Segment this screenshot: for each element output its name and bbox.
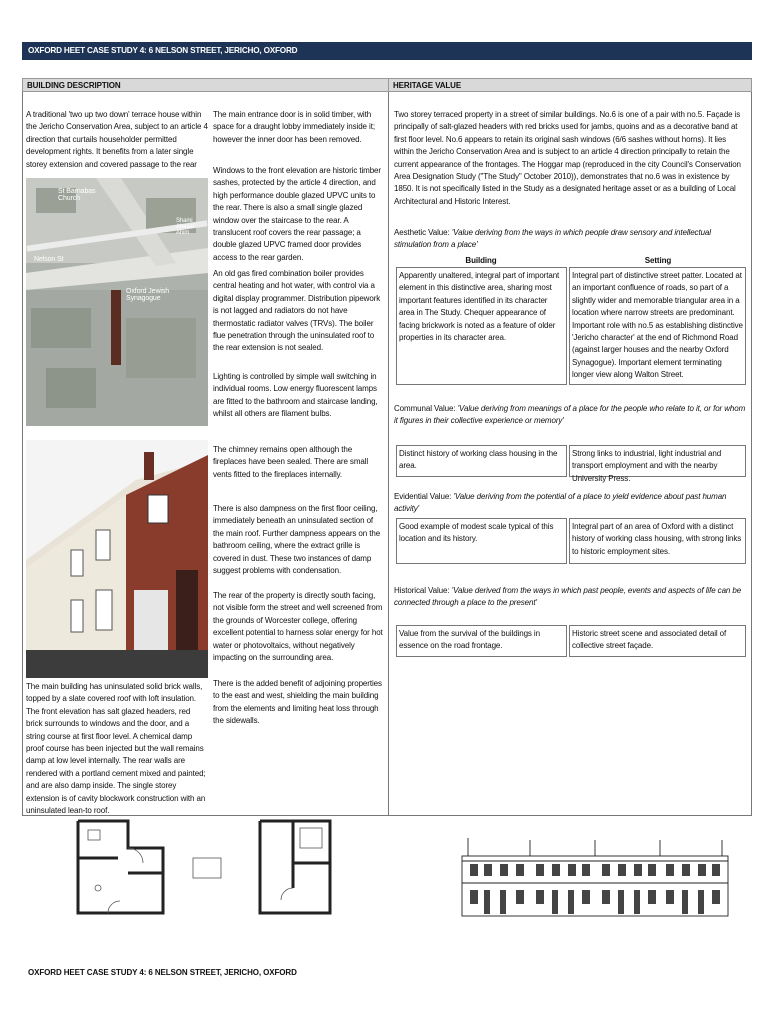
- building-walls-text: The main building has uninsulated solid brick walls, topped by a slate covered roof with loft insulation. The front elevation has salt glazed headers, red brick surrounds to windows and the door, and a string course at first floor level. A chemical damp proof course has been injected but the wall remains damp at low level internally. The rear walls are rendered with a portland cement mixed and painted; and are also damp inside. The single storey extension is of cavity blockwork construction with an uninsulated lean-to roof.: [26, 682, 206, 816]
- historical-definition: 'Value derived from the ways in which past people, events and aspects of life can be connected through a place to the present': [394, 586, 742, 607]
- dampness-text: There is also dampness on the first floor ceiling, immediately beneath an uninsulated section of the main roof. Further dampness appears on the bathroom ceiling, where the extract grille is covered in dust. These two instances of damp suggest problems with condensation.: [213, 504, 381, 576]
- historical-label: Historical Value:: [394, 586, 450, 595]
- street-photo: [26, 440, 208, 678]
- map-label-synagogue: Oxford Jewish Synagogue: [126, 288, 170, 302]
- first-floor-plan: [255, 818, 335, 918]
- aesthetic-col-setting: Setting: [644, 256, 672, 265]
- aesthetic-value-label: [394, 227, 746, 251]
- communal-value-label: [394, 403, 746, 427]
- entrance-door-text: The main entrance door is in solid timber, with space for a draught lobby immediately inside it; however the inner door has been removed.: [213, 110, 375, 144]
- heritage-value-heading: HERITAGE VALUE: [388, 78, 752, 92]
- evidential-definition: 'Value deriving from the potential of a place to yield evidence about past human activity': [394, 492, 727, 513]
- ground-floor-plan: [68, 818, 228, 918]
- map-label-street: Nelson St: [34, 256, 64, 263]
- evidential-building-cell: Good example of modest scale typical of this location and its history.: [396, 518, 567, 564]
- chimney-text: The chimney remains open although the fireplaces have been sealed. There are small vents fitted to the fireplaces internally.: [213, 445, 369, 479]
- map-label-shami: Shami Ahavat Ahim: [176, 218, 195, 236]
- aesthetic-col-building: Building: [465, 256, 497, 265]
- communal-setting-cell: Strong links to industrial, light industrial and transport employment and with the nearby University Press.: [569, 445, 746, 477]
- aesthetic-label: Aesthetic Value:: [394, 228, 450, 237]
- column-divider: [388, 78, 389, 816]
- evidential-setting-cell: Integral part of an area of Oxford with a distinct history of working class housing, with strong links to historic employment sites.: [569, 518, 746, 564]
- communal-label: Communal Value:: [394, 404, 456, 413]
- historical-value-label: [394, 585, 746, 609]
- heating-text: An old gas fired combination boiler provides central heating and hot water, with control via a digital display programmer. Distribution pipework is not lagged and radiators do not have thermostatic radiator valves (TRVs). The boiler flue penetration through the uninsulated roof to the rear extension is not sealed.: [213, 269, 381, 353]
- aesthetic-setting-cell: Integral part of distinctive street patter. Located at an important confluence of roads, so part of a slightly wider and memorable triangular area in a location where narrow streets are predominant. Important role with no.5 as establishing distinctive 'Jericho character' at the end of Richmond Road (against larger houses and the nearby Oxford Synagogue). Important element terminating longer view along Walton Street.: [569, 267, 746, 385]
- page-title-bar: OXFORD HEET CASE STUDY 4: 6 NELSON STREET, JERICHO, OXFORD: [22, 42, 752, 60]
- heritage-intro-text: Two storey terraced property in a street of similar buildings. No.6 is one of a pair with no.5. Façade is principally of salt-glazed headers with red bricks used for jambs, quoins and as a decorative band at first floor level. No.6 appears to retain its original sash windows (6/6 sashes without horns). It lies within the Jericho Conservation Area and is subject to an article 4 direction principally to retain the current appearance of the frontages. The Hoggar map (reproduced in the city Council's Conservation Area Designation Study ("The Study" October 2010)), demonstrates that no.6 was in existence by 1850. It is not specifically listed in the Study as a designated heritage asset or as a building of Local Architectural and Historic Interest.: [394, 110, 741, 206]
- building-description-heading: BUILDING DESCRIPTION: [22, 78, 389, 92]
- solar-text: The rear of the property is directly south facing, not visible form the street and well screened from the grounds of Worcester college, offering excellent potential to harness solar energy for hot water or photovoltaics, without negatively impacting on the surrounding area.: [213, 591, 383, 663]
- map-label-church: St Barnabas Church: [58, 188, 96, 202]
- historical-setting-cell: Historic street scene and associated detail of collective street façade.: [569, 625, 746, 657]
- building-intro-text: A traditional 'two up two down' terrace house within the Jericho Conservation Area, subject to an article 4 direction that curtails householder permitted development rights. It benefits from a later single storey extension and covered passage to the rear: [26, 110, 208, 169]
- location-map: [26, 178, 208, 426]
- historical-building-cell: Value from the survival of the buildings in essence on the road frontage.: [396, 625, 567, 657]
- footer-title: OXFORD HEET CASE STUDY 4: 6 NELSON STREET, JERICHO, OXFORD: [28, 968, 297, 977]
- aesthetic-definition: 'Value deriving from the ways in which people draw sensory and intellectual stimulation from a place': [394, 228, 711, 249]
- evidential-label: Evidential Value:: [394, 492, 452, 501]
- evidential-value-label: [394, 491, 746, 515]
- lighting-text: Lighting is controlled by simple wall switching in individual rooms. Low energy fluorescent lamps are fitted to the bathroom and staircase landing, whilst all others are filament bulbs.: [213, 372, 378, 419]
- communal-definition: 'Value deriving from meanings of a place for the people who relate to it, or for whom it figures in their collective experience or memory': [394, 404, 746, 425]
- street-elevation-drawing: [460, 828, 730, 918]
- aesthetic-building-cell: Apparently unaltered, integral part of important element in this distinctive area, sharing most important features identified in its character area in The Study. Chequer appearance of facing brickwork is noted as a feature of older properties in its character area.: [396, 267, 567, 385]
- windows-text: Windows to the front elevation are historic timber sashes, protected by the article 4 direction, and high performance double glazed UPVC units to the rear. There is also a small single glazed window over the staircase to the rear. A translucent roof covers the rear passage; a double glazed UPVC framed door provides access to the rear garden.: [213, 166, 381, 262]
- adjoining-text: There is the added benefit of adjoining properties to the east and west, shielding the main building from the elements and limiting heat loss through the sidewalls.: [213, 679, 382, 726]
- communal-building-cell: Distinct history of working class housing in the area.: [396, 445, 567, 477]
